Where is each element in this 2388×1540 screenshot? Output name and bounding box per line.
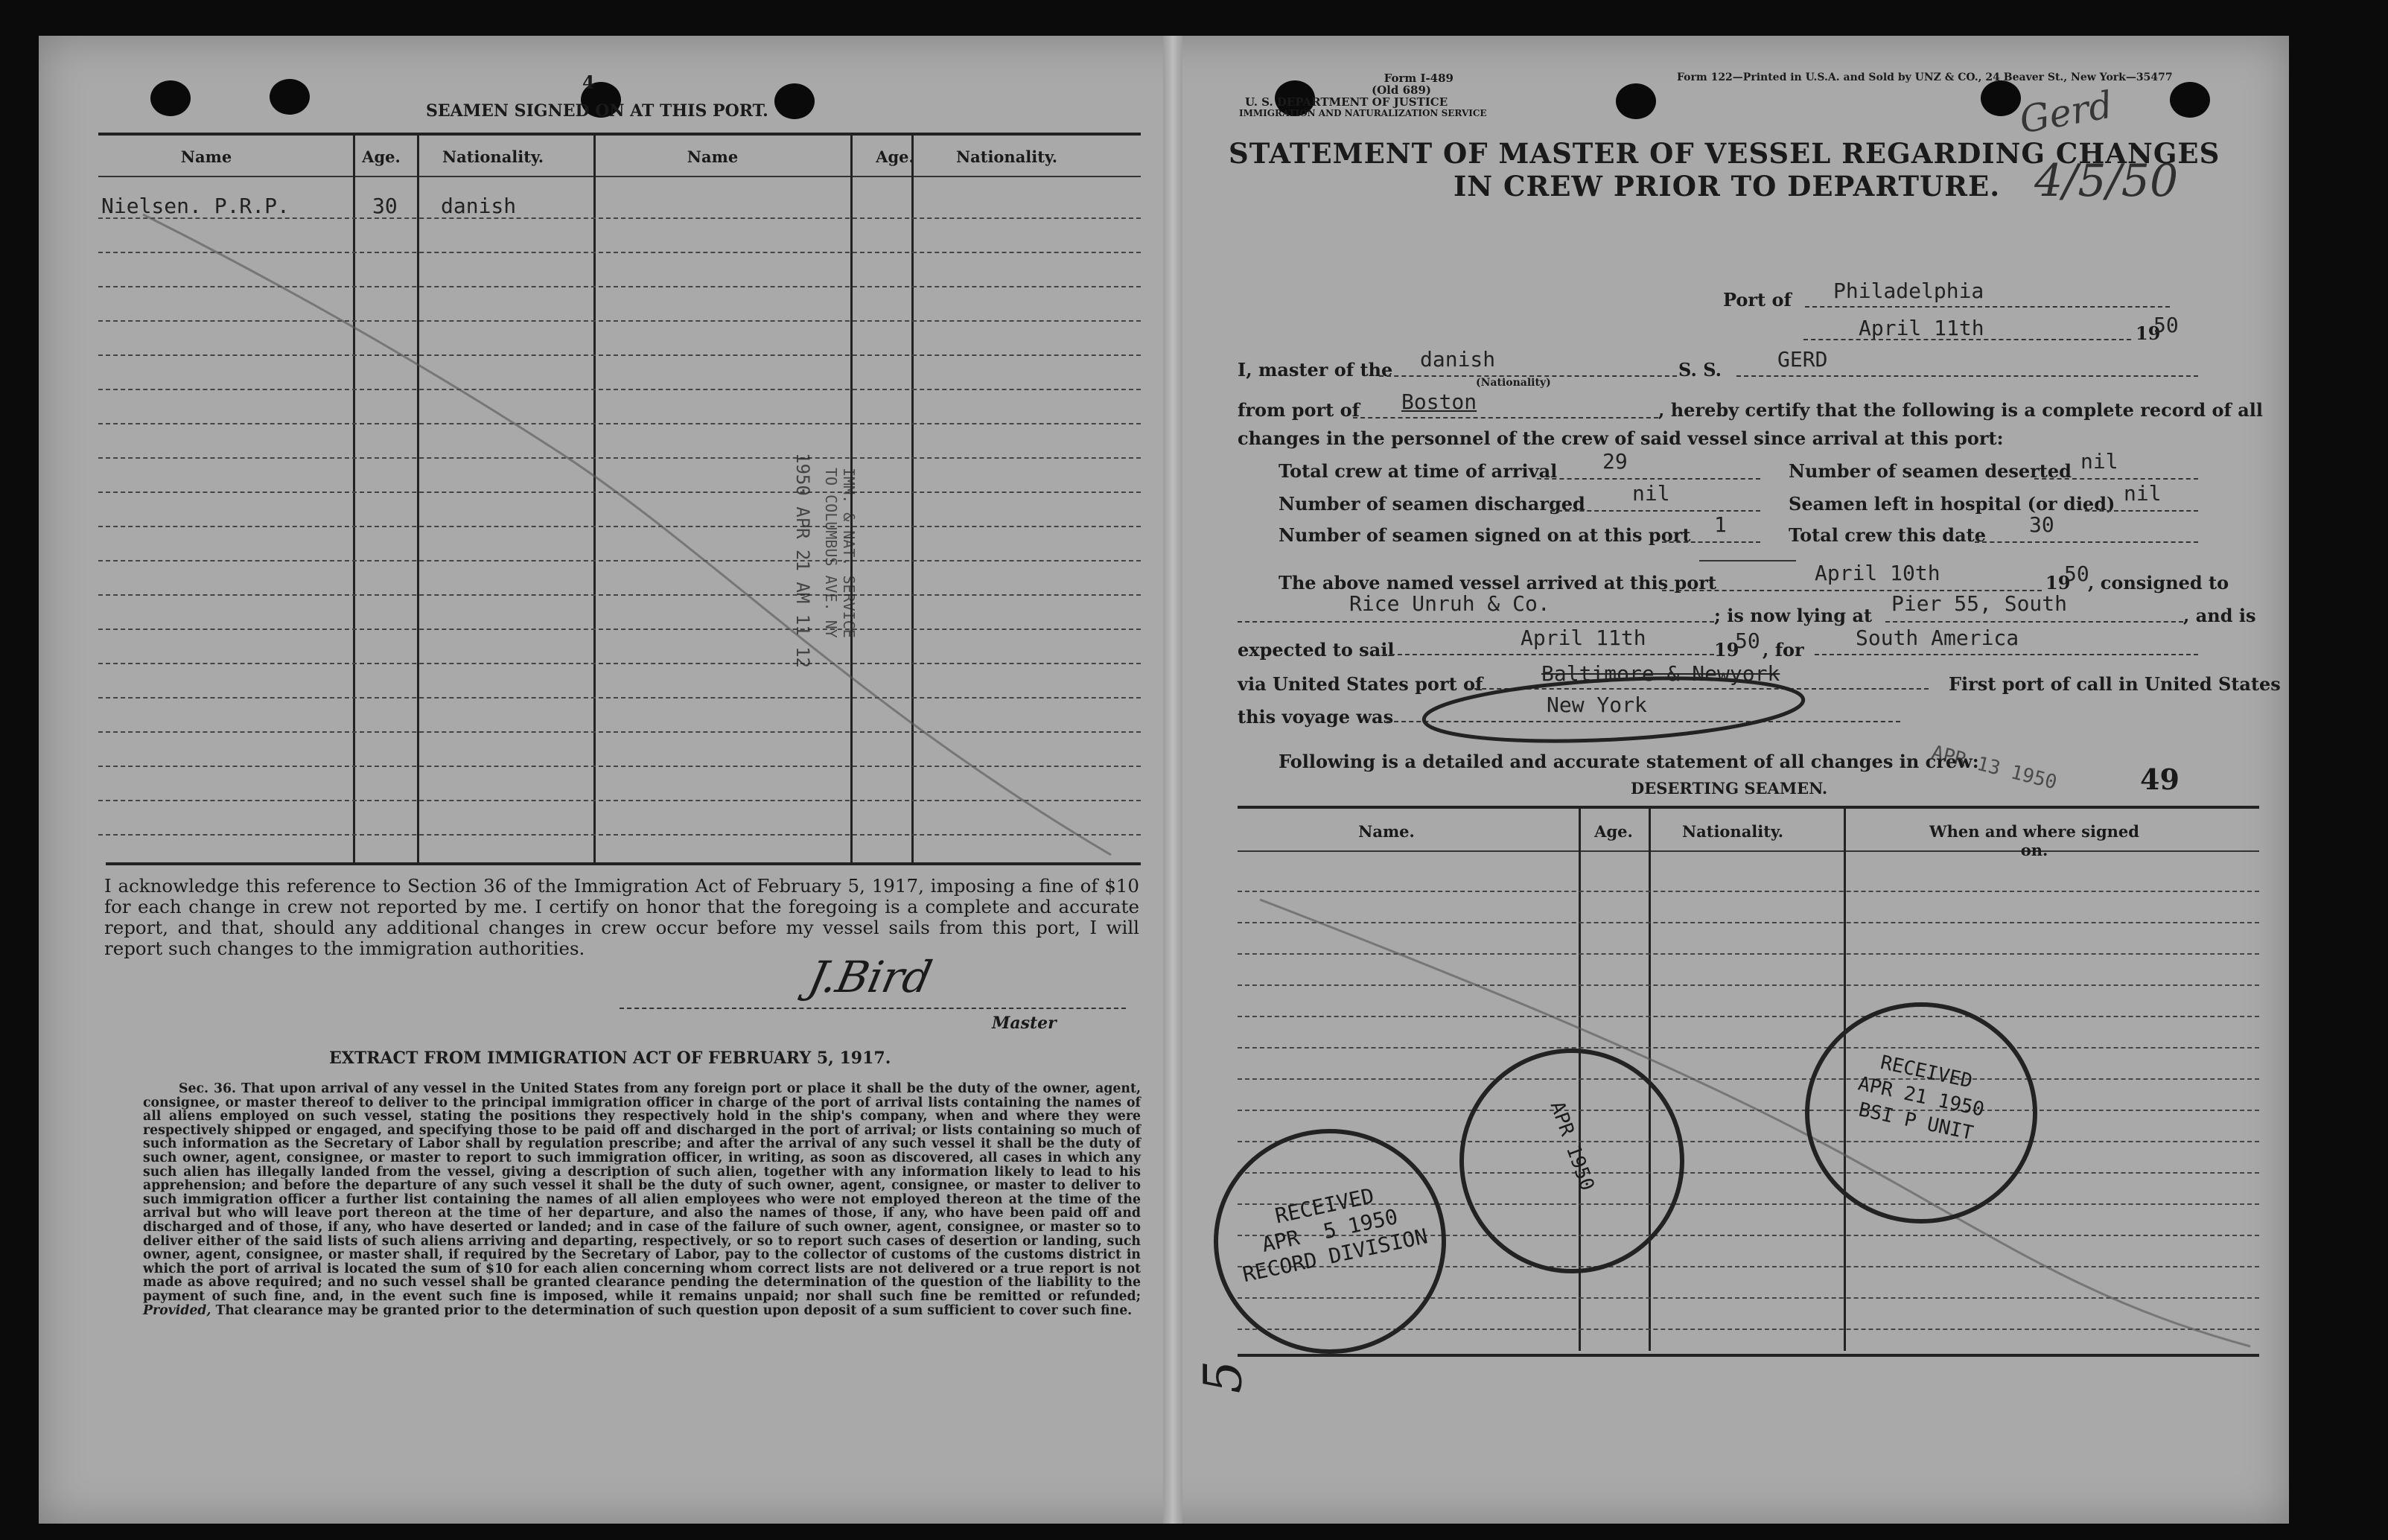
punch-hole xyxy=(1616,83,1656,119)
nationality-caption: (Nationality) xyxy=(1476,377,1551,389)
form-old-number: (Old 689) xyxy=(1372,83,1431,97)
total-date-value: 30 xyxy=(2029,512,2054,537)
stamp-text: RECEIVED APR 21 1950 BSI P UNIT xyxy=(1856,1051,1987,1145)
consignee-value: Rice Unruh & Co. xyxy=(1349,591,1550,616)
crew-nationality-1: danish xyxy=(441,194,517,218)
lying-underline xyxy=(1885,621,2183,623)
service-name: IMMIGRATION AND NATURALIZATION SERVICE xyxy=(1239,108,1487,118)
arrived-year-prefix: 19 xyxy=(2045,572,2071,594)
stamp-text: RECEIVED APR 5 1950 RECORD DIVISION xyxy=(1240,1183,1430,1288)
expected-underline xyxy=(1383,654,1714,655)
sequence-number: 49 xyxy=(2140,763,2180,796)
desert-col-age: Age. xyxy=(1594,822,1633,841)
ss-label: S. S. xyxy=(1678,359,1722,381)
arrived-label: The above named vessel arrived at this port xyxy=(1279,572,1716,594)
signed-on-label: Number of seamen signed on at this port xyxy=(1279,524,1691,546)
form-title-line1: STATEMENT OF MASTER OF VESSEL REGARDING CHANGES xyxy=(1229,137,2220,170)
and-is-label: , and is xyxy=(2183,605,2256,626)
destination-underline xyxy=(1815,654,2198,655)
certify-text: , hereby certify that the following is a complete record of all xyxy=(1658,399,2263,421)
punch-hole xyxy=(2170,82,2210,118)
port-label: Port of xyxy=(1723,289,1792,311)
hospital-value: nil xyxy=(2124,481,2162,506)
vessel-underline xyxy=(1736,375,2198,377)
printer-note: Form 122—Printed in U.S.A. and Sold by UNZ & CO., 24 Beaver St., New York—35477 xyxy=(1677,71,2173,83)
discharged-label: Number of seamen discharged xyxy=(1279,493,1585,515)
received-stamp-record-division xyxy=(1214,1129,1446,1354)
total-date-underline xyxy=(1975,541,2198,543)
voyage-value: New York xyxy=(1547,693,1647,717)
signed-on-underline xyxy=(1662,541,1760,543)
master-caption: Master xyxy=(992,1014,1057,1033)
col-header-name: Name xyxy=(180,147,232,166)
port-underline xyxy=(1805,306,2170,308)
extract-end: That clearance may be granted prior to the determination of such question upon deposit of a sum sufficient to cover such fine. xyxy=(215,1302,1133,1318)
page-fold xyxy=(1163,36,1182,1524)
extract-title: EXTRACT FROM IMMIGRATION ACT OF FEBRUARY 5, 1917. xyxy=(329,1049,891,1068)
discharged-underline xyxy=(1550,510,1760,512)
hospital-label: Seamen left in hospital (or died) xyxy=(1789,493,2115,515)
page-number: 4 xyxy=(582,71,595,93)
desert-col-when: When and where signed on. xyxy=(1929,822,2139,859)
hospital-underline xyxy=(2085,510,2198,512)
form-title-line2: IN CREW PRIOR TO DEPARTURE. xyxy=(1454,170,2001,203)
seamen-signed-heading: SEAMEN SIGNED ON AT THIS PORT. xyxy=(426,101,768,121)
via-value: Baltimore & Newyork xyxy=(1541,661,1780,686)
service-stamp: IMM. & NAT. SERVICE TO COLUMBUS AVE. NY xyxy=(822,468,858,638)
for-label: , for xyxy=(1763,639,1804,661)
from-port-value: Boston xyxy=(1401,389,1477,414)
lying-label: ; is now lying at xyxy=(1714,605,1873,626)
total-arrival-underline xyxy=(1537,478,1760,480)
lying-value: Pier 55, South xyxy=(1891,591,2068,616)
destination-value: South America xyxy=(1856,626,2019,650)
vessel-name: GERD xyxy=(1777,347,1828,372)
bottom-handwritten-mark: 5 xyxy=(1192,1360,1254,1394)
col-header-age-2: Age. xyxy=(876,147,914,166)
date-stamp xyxy=(1459,1049,1684,1273)
col-header-name-2: Name xyxy=(687,147,739,166)
time-stamp: 1950 APR 21 AM 11 12 xyxy=(792,453,813,668)
from-port-underline xyxy=(1353,417,1658,419)
expected-value: April 11th xyxy=(1521,626,1646,650)
year-prefix: 19 xyxy=(2136,322,2161,344)
handwritten-date: 4/5/50 xyxy=(2034,155,2179,207)
crew-age-1: 30 xyxy=(372,194,398,218)
master-signature: J.Bird xyxy=(803,952,937,1002)
nationality-value: danish xyxy=(1420,347,1496,372)
year-value: 50 xyxy=(2153,313,2179,337)
desert-col-nationality: Nationality. xyxy=(1681,822,1784,841)
punch-hole xyxy=(1981,80,2021,116)
col-header-nationality: Nationality. xyxy=(442,147,544,166)
expected-label: expected to sail xyxy=(1238,639,1395,661)
following-text: Following is a detailed and accurate statement of all changes in crew: xyxy=(1279,751,1979,772)
date-underline xyxy=(1803,339,2131,340)
extract-provided: Provided, xyxy=(143,1302,211,1318)
expected-year-prefix: 19 xyxy=(1714,639,1739,661)
signed-on-value: 1 xyxy=(1714,512,1727,537)
received-stamp-unit xyxy=(1805,1002,2037,1224)
crew-name-1: Nielsen. P.R.P. xyxy=(101,194,290,218)
extract-section: Sec. 36. xyxy=(179,1081,237,1096)
deserted-underline xyxy=(2034,478,2198,480)
extract-text xyxy=(143,1082,1141,1317)
deserted-value: nil xyxy=(2080,449,2118,474)
extract-body: That upon arrival of any vessel in the United States from any foreign port or place it shall be the duty of the owner, agent, consignee, or master thereof to deliver to the principal immigration officer in charge of the port of arrival lists containing the names of all aliens employed on such vessel, stating the positions they respectively hold in the ship's company, when and where they were respectively shipped or engaged, and specifying those to be paid off and discharged in the port of arrival; or lists containing so much of such information as the Secretary of Labor shall by regulation prescribe; and after the arrival of any such vessel it shall be the duty of such owner, agent, consignee, or master to report to such immigration officer, in writing, as soon as discovered, all cases in which any such alien has illegally landed from the vessel, giving a description of such alien, together with any information likely to lead to his apprehension; and before the departure of any such vessel it shall be the duty of such owner, agent, consignee, or master to deliver to such immigration officer a further list containing the names of all alien employees who were not employed thereon at the time of the arrival but who will leave port thereon at the time of her departure, and also the names of those, if any, who have been paid off and discharged and of those, if any, who have deserted or landed; and in case of the failure of such owner, agent, consignee, or master so to deliver either of the said lists of such aliens arriving and departing, respectively, or so to report such cases of desertion or landing, such owner, agent, consignee, or master shall, if required by the Secretary of Labor, pay to the collector of customs of the customs district in which the port of arrival is located the sum of $10 for each alien concerning whom correct lists are not delivered or a true report is not made as above required; and no such vessel shall be granted clearance pending the determination of the question of the liability to the payment of such fine, and, in the event such fine is imposed, while it remains unpaid; nor shall such fine be remitted or refunded; xyxy=(143,1081,1141,1304)
voyage-label: this voyage was xyxy=(1238,706,1394,728)
expected-year: 50 xyxy=(1735,629,1760,653)
desert-col-name: Name. xyxy=(1358,822,1415,841)
stamp-text: APR 1950 xyxy=(1545,1098,1599,1194)
desert-table-top xyxy=(1238,806,2259,809)
voyage-circled-mark xyxy=(1409,672,1826,762)
department: U. S. DEPARTMENT OF JUSTICE xyxy=(1245,95,1448,109)
document-sheet xyxy=(39,36,2289,1524)
col-header-nationality-2: Nationality. xyxy=(955,147,1058,166)
faint-date-stamp: APR 13 1950 xyxy=(1929,741,2060,795)
handwritten-vessel: Gerd xyxy=(2016,83,2116,142)
pencil-strike-line xyxy=(39,36,1156,929)
discharged-value: nil xyxy=(1632,481,1670,506)
arrived-value: April 10th xyxy=(1815,561,1940,585)
total-arrival-label: Total crew at time of arrival xyxy=(1279,460,1558,482)
arrived-year: 50 xyxy=(2064,561,2089,586)
first-port-label: First port of call in United States xyxy=(1949,673,2281,695)
deserting-heading: DESERTING SEAMEN. xyxy=(1631,779,1828,798)
port-value: Philadelphia xyxy=(1833,279,1984,303)
total-arrival-value: 29 xyxy=(1602,449,1628,474)
master-of-label: I, master of the xyxy=(1238,359,1393,381)
deserted-label: Number of seamen deserted xyxy=(1789,460,2072,482)
date-value: April 11th xyxy=(1859,316,1984,340)
consignee-underline xyxy=(1238,621,1714,623)
changes-text: changes in the personnel of the crew of said vessel since arrival at this port: xyxy=(1238,427,2004,449)
from-port-label: from port of xyxy=(1238,399,1360,421)
consigned-label: , consigned to xyxy=(2088,572,2229,594)
col-header-age: Age. xyxy=(362,147,401,166)
signature-line xyxy=(620,1008,1126,1009)
acknowledgement-text: I acknowledge this reference to Section 36 of the Immigration Act of February 5, 1917, imposing a fine of $10 for each change in crew not reported by me. I certify on honor that the foregoing is a complete and accurate report, and that, should any additional changes in crew occur before my vessel sails from this port, I will report such changes to the immigration authorities. xyxy=(104,875,1139,959)
total-date-label: Total crew this date xyxy=(1789,524,1986,546)
sum-rule xyxy=(1699,560,1796,561)
via-label: via United States port of xyxy=(1238,673,1483,695)
form-number: Form I-489 xyxy=(1384,71,1454,85)
